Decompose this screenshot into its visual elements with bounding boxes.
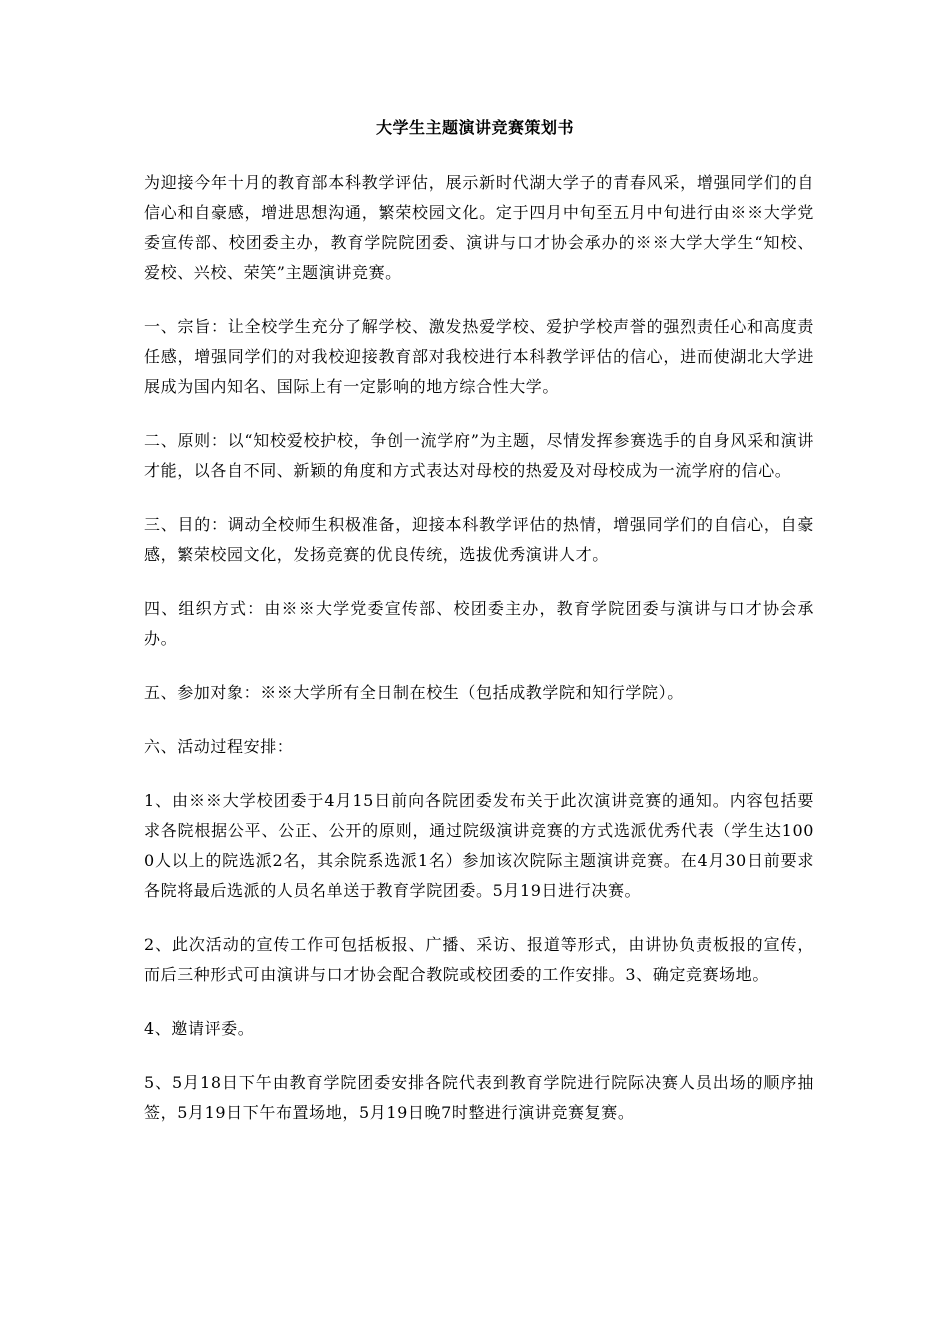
participants-paragraph: 五、参加对象：※※大学所有全日制在校生（包括成教学院和知行学院）。 <box>144 683 684 702</box>
schedule-item-5: 5、5月18日下午由教育学院团委安排各院代表到教育学院进行院际决赛人员出场的顺序抽签，5月19日下午布置场地，5月19日晚7时整进行演讲竞赛复赛。 <box>144 1073 814 1122</box>
schedule-item-4: 4、邀请评委。 <box>144 1019 255 1038</box>
intro-paragraph: 为迎接今年十月的教育部本科教学评估，展示新时代湖大学子的青春风采，增强同学们的自信心和自豪感，增进思想沟通，繁荣校园文化。定于四月中旬至五月中旬进行由※※大学党委宣传部、校团委主办，教育学院院团委、演讲与口才协会承办的※※大学大学生“知校、爱校、兴校、荣笑”主题演讲竞赛。 <box>144 173 814 282</box>
schedule-heading: 六、活动过程安排： <box>144 737 294 756</box>
organization-paragraph: 四、组织方式：由※※大学党委宣传部、校团委主办，教育学院团委与演讲与口才协会承办。 <box>144 599 814 648</box>
schedule-item-2: 2、此次活动的宣传工作可包括板报、广播、采访、报道等形式，由讲协负责板报的宣传，而后三种形式可由演讲与口才协会配合教院或校团委的工作安排。3、确定竞赛场地。 <box>144 935 814 984</box>
principle-paragraph: 二、原则：以“知校爱校护校，争创一流学府”为主题，尽情发挥参赛选手的自身风采和演讲才能，以各自不同、新颖的角度和方式表达对母校的热爱及对母校成为一流学府的信心。 <box>144 431 814 480</box>
document-title: 大学生主题演讲竞赛策划书 <box>375 118 574 137</box>
schedule-item-1: 1、由※※大学校团委于4月15日前向各院团委发布关于此次演讲竞赛的通知。内容包括要求各院根据公平、公正、公开的原则，通过院级演讲竞赛的方式选派优秀代表（学生达1000人以上的院选派2名，其余院系选派1名）参加该次院际主题演讲竞赛。在4月30日前要求各院将最后选派的人员名单送于教育学院团委。5月19日进行决赛。 <box>144 791 814 900</box>
goal-paragraph: 三、目的：调动全校师生积极准备，迎接本科教学评估的热情，增强同学们的自信心，自豪感，繁荣校园文化，发扬竞赛的优良传统，选拔优秀演讲人才。 <box>144 515 814 564</box>
document-body <box>144 168 814 1152</box>
purpose-paragraph: 一、宗旨：让全校学生充分了解学校、激发热爱学校、爱护学校声誉的强烈责任心和高度责任感，增强同学们的对我校迎接教育部对我校进行本科教学评估的信心，进而使湖北大学进展成为国内知名、国际上有一定影响的地方综合性大学。 <box>144 317 814 396</box>
